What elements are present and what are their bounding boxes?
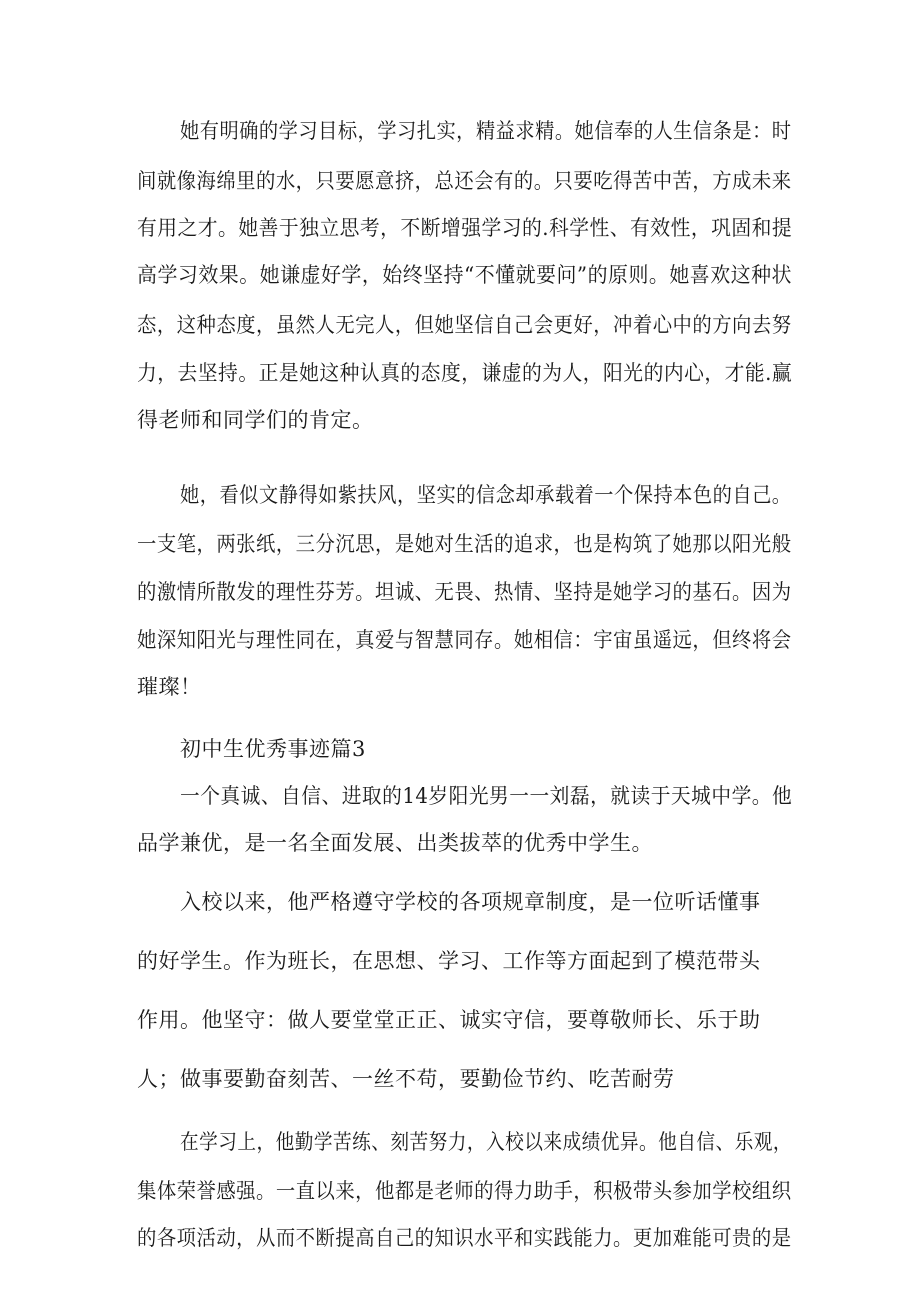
p3-line-1: 一个真诚、自信、进取的14岁阳光男一一刘磊，就读于天城中学。他 [180, 784, 793, 808]
p1-line-2: 间就像海绵里的水，只要愿意挤，总还会有的。只要吃得苦中苦，方成未来 [137, 169, 792, 193]
p1-line-4: 高学习效果。她谦虚好学，始终坚持“不懂就要问”的原则。她喜欢这种状 [137, 263, 792, 287]
p1-line-6: 力，去坚持。正是她这种认真的态度，谦虚的为人，阳光的内心，才能.赢 [137, 361, 793, 385]
p1-line-7: 得老师和同学们的肯定。 [137, 408, 374, 432]
p3-line-2: 品学兼优，是一名全面发展、出类拔萃的优秀中学生。 [137, 831, 653, 855]
p5-line-1: 在学习上，他勤学苦练、刻苦努力，入校以来成绩优异。他自信、乐观， [180, 1130, 792, 1154]
p1-line-1: 她有明确的学习目标，学习扎实，精益求精。她信奉的人生信条是：时 [180, 119, 792, 143]
p1-line-5: 态，这种态度，虽然人无完人，但她坚信自己会更好，冲着心中的方向去努 [137, 313, 792, 337]
p5-line-2: 集体荣誉感强。一直以来，他都是老师的得力助手，积极带头参加学校组织 [137, 1179, 792, 1203]
p4-line-4: 人；做事要勤奋刻苦、一丝不苟，要勤俭节约、吃苦耐劳 [137, 1067, 675, 1091]
p4-line-3: 作用。他坚守：做人要堂堂正正、诚实守信，要尊敬师长、乐于助 [137, 1008, 761, 1032]
p2-line-3: 的激情所散发的理性芬芳。坦诚、无畏、热情、坚持是她学习的基石。因为 [137, 580, 792, 604]
p2-line-5: 璀璨！ [137, 675, 202, 699]
p4-line-1: 入校以来，他严格遵守学校的各项规章制度，是一位听话懂事 [180, 890, 761, 914]
p2-line-4: 她深知阳光与理性同在，真爱与智慧同存。她相信：宇宙虽遥远，但终将会 [137, 628, 792, 652]
p4-line-2: 的好学生。作为班长，在思想、学习、工作等方面起到了模范带头 [137, 949, 761, 973]
section-heading: 初中生优秀事迹篇3 [180, 737, 366, 761]
p2-line-2: 一支笔，两张纸，三分沉思，是她对生活的追求，也是构筑了她那以阳光般 [137, 532, 792, 556]
p1-line-3: 有用之才。她善于独立思考，不断增强学习的.科学性、有效性，巩固和提 [137, 216, 793, 240]
p2-line-1: 她，看似文静得如紫扶风，坚实的信念却承载着一个保持本色的自己。 [180, 483, 792, 507]
p5-line-3: 的各项活动，从而不断提高自己的知识水平和实践能力。更加难能可贵的是 [137, 1226, 792, 1250]
